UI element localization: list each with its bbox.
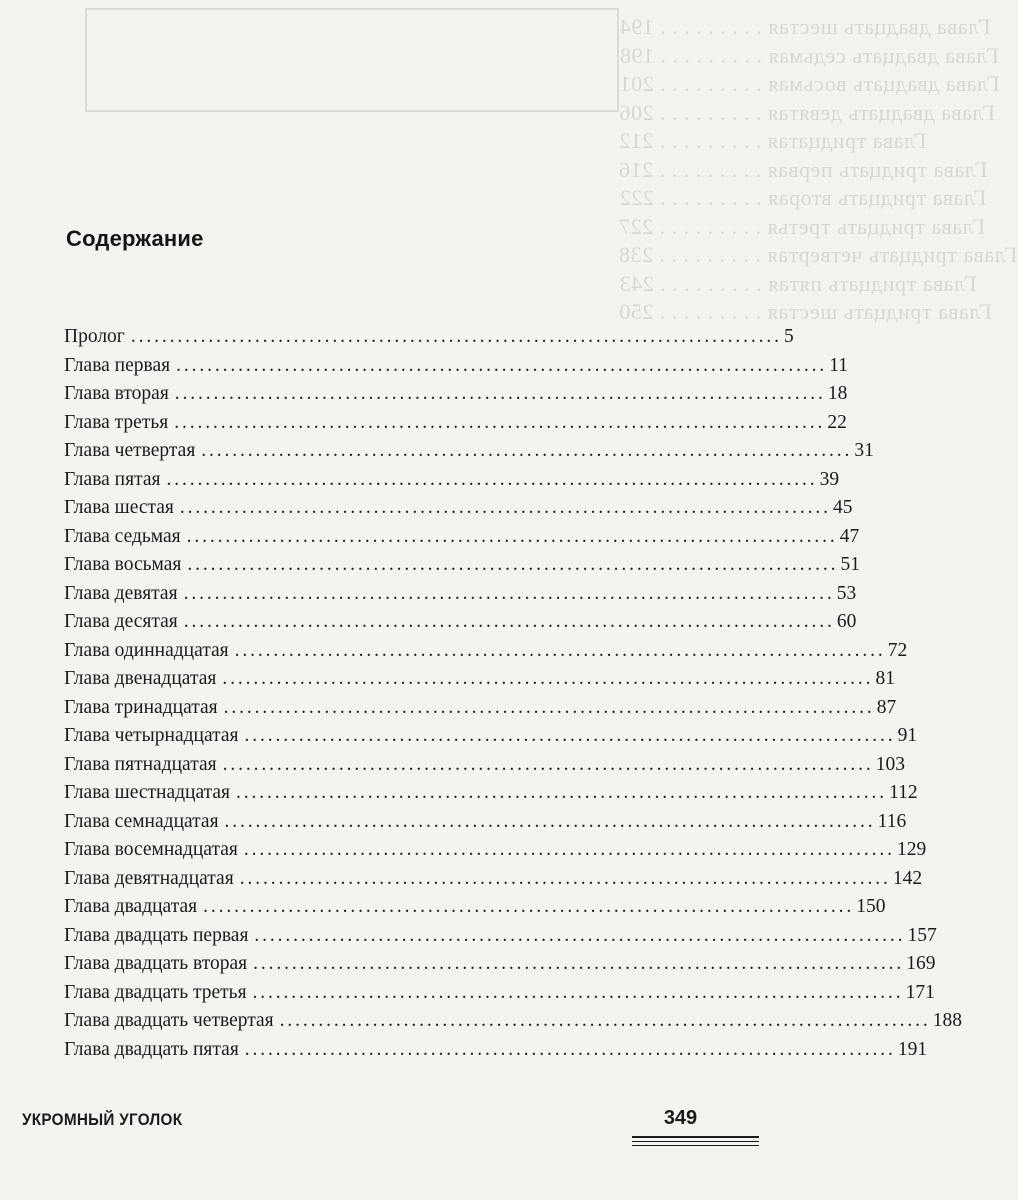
toc-entry-label: Глава двадцать первая: [64, 924, 249, 946]
show-through-label: Глава тридцатая: [767, 128, 927, 153]
show-through-label: Глава тридцать четвертая: [767, 242, 1018, 267]
toc-entry: [64, 1007, 962, 1036]
toc-list: [64, 323, 962, 1064]
toc-entry-label: Глава двадцать четвертая: [64, 1010, 274, 1031]
show-through-label: Глава тридцать пятая: [767, 270, 977, 296]
show-through-label: Глава двадцать восьмая: [767, 71, 1000, 96]
toc-entry-page: 18: [827, 383, 848, 404]
toc-entry-page: 39: [819, 468, 840, 490]
toc-entry-label: Глава двенадцатая: [64, 668, 217, 689]
dot-leader: [180, 494, 827, 523]
toc-entry-page: 11: [829, 354, 848, 376]
dot-leader: [184, 608, 831, 637]
show-through-page: 206: [619, 99, 654, 125]
show-through-line: [619, 242, 1018, 268]
toc-entry-page: 91: [897, 725, 918, 746]
toc-entry-page: 191: [897, 1038, 928, 1060]
show-through-dots: . . . . . . . . .: [653, 14, 768, 39]
show-through-dots: . . . . . . . . .: [653, 156, 768, 182]
toc-entry-label: Глава восьмая: [64, 554, 182, 575]
footer-rule: [632, 1141, 759, 1142]
show-through-label: Глава тридцать шестая: [767, 299, 992, 324]
toc-entry-label: Глава пятая: [64, 468, 161, 490]
dot-leader: [203, 893, 850, 922]
show-through-dots: . . . . . . . . .: [653, 299, 768, 324]
dot-leader: [245, 1036, 892, 1065]
show-through-label: Глава двадцать седьмая: [767, 42, 999, 68]
dot-leader: [240, 865, 887, 894]
dot-leader: [280, 1007, 927, 1036]
toc-entry-page: 112: [889, 782, 918, 803]
show-through-label: Глава тридцать третья: [767, 213, 986, 239]
toc-entry: [64, 494, 853, 523]
toc-entry: [64, 1036, 928, 1065]
show-through-page: 201: [619, 71, 654, 96]
toc-entry: [64, 836, 927, 865]
toc-entry-page: 51: [840, 554, 860, 575]
toc-entry-label: Глава седьмая: [64, 525, 181, 547]
toc-entry: [64, 608, 857, 637]
show-through-line: [619, 100, 995, 126]
toc-entry-label: Глава двадцать пятая: [64, 1038, 239, 1060]
show-through-label: Глава тридцать первая: [767, 156, 988, 182]
dot-leader: [236, 779, 883, 808]
dot-leader: [175, 380, 822, 409]
toc-entry-label: Глава шестнадцатая: [64, 782, 230, 803]
toc-heading: Содержание: [66, 226, 204, 251]
show-through-page: 250: [619, 299, 654, 324]
show-through-label: Глава тридцать вторая: [767, 185, 987, 210]
show-through-line: [619, 185, 986, 211]
show-through-line: [619, 271, 976, 297]
show-through-dots: . . . . . . . . .: [653, 242, 768, 267]
show-through-dots: . . . . . . . . .: [653, 270, 768, 296]
toc-entry: [64, 808, 907, 837]
toc-entry: [64, 551, 860, 580]
toc-entry-label: Глава двадцатая: [64, 896, 198, 917]
toc-entry-page: 116: [877, 810, 907, 832]
dot-leader: [222, 665, 869, 694]
toc-entry-page: 47: [839, 525, 860, 547]
toc-entry-label: Глава шестая: [64, 497, 174, 518]
toc-entry-label: Глава первая: [64, 354, 171, 376]
dot-leader: [187, 551, 834, 580]
show-through-dots: . . . . . . . . .: [653, 71, 768, 96]
toc-entry: [64, 694, 897, 723]
toc-entry: [64, 722, 918, 751]
dot-leader: [235, 637, 882, 666]
show-through-page: 243: [619, 270, 654, 296]
show-through-page: 222: [619, 185, 654, 210]
show-through-line: [619, 128, 927, 154]
toc-entry: [64, 352, 848, 381]
dot-leader: [254, 922, 901, 951]
toc-entry-label: Глава семнадцатая: [64, 810, 219, 832]
toc-entry-page: 53: [836, 582, 857, 604]
toc-entry-label: Глава одиннадцатая: [64, 639, 229, 661]
running-footer-title: УКРОМНЫЙ УГОЛОК: [22, 1110, 183, 1129]
dot-leader: [224, 694, 871, 723]
toc-entry-page: 169: [906, 953, 936, 974]
dot-leader: [253, 950, 900, 979]
toc-entry-page: 188: [932, 1010, 962, 1031]
toc-entry-page: 22: [827, 411, 847, 433]
toc-entry: [64, 409, 847, 438]
toc-entry-page: 103: [875, 753, 905, 775]
toc-entry-label: Глава четвертая: [64, 440, 196, 461]
dot-leader: [253, 979, 900, 1008]
toc-entry-page: 157: [907, 924, 937, 946]
toc-entry-label: Пролог: [64, 326, 125, 347]
show-through-page: 212: [619, 128, 654, 153]
toc-entry: [64, 893, 886, 922]
page-number: 349: [663, 1107, 698, 1129]
toc-entry: [64, 865, 923, 894]
toc-entry: [64, 922, 937, 951]
toc-entry-label: Глава вторая: [64, 383, 169, 404]
dot-leader: [166, 466, 813, 495]
toc-entry: [64, 323, 794, 352]
dot-leader: [244, 836, 891, 865]
show-through-page: 194: [619, 14, 654, 39]
toc-entry-label: Глава десятая: [64, 611, 178, 632]
dot-leader: [176, 352, 823, 381]
show-through-dots: . . . . . . . . .: [653, 213, 768, 239]
toc-entry: [64, 380, 848, 409]
toc-entry-page: 45: [833, 497, 853, 518]
toc-entry-label: Глава четырнадцатая: [64, 725, 239, 746]
show-through-page: 198: [619, 42, 654, 68]
toc-entry-label: Глава тринадцатая: [64, 696, 218, 718]
toc-entry-page: 72: [887, 639, 908, 661]
toc-entry-page: 171: [905, 981, 935, 1003]
dot-leader: [223, 751, 870, 780]
toc-entry: [64, 979, 935, 1008]
toc-entry: [64, 580, 857, 609]
show-through-line: [619, 214, 986, 240]
show-through-label: Глава двадцать девятая: [767, 99, 995, 125]
toc-entry-page: 129: [896, 839, 927, 860]
toc-entry-page: 5: [783, 326, 794, 347]
show-through-box: [85, 8, 619, 112]
dot-leader: [174, 409, 821, 438]
toc-entry-label: Глава девятая: [64, 582, 178, 604]
toc-entry-page: 87: [876, 696, 897, 718]
toc-entry: [64, 779, 918, 808]
toc-entry: [64, 523, 860, 552]
show-through-line: [619, 14, 990, 40]
toc-entry: [64, 637, 908, 666]
toc-entry-page: 142: [892, 867, 923, 889]
toc-entry-page: 31: [854, 440, 874, 461]
show-through-dots: . . . . . . . . .: [653, 128, 768, 153]
show-through-page: 227: [619, 213, 654, 239]
dot-leader: [245, 722, 892, 751]
toc-entry-label: Глава пятнадцатая: [64, 753, 217, 775]
show-through-page: 216: [619, 156, 654, 182]
toc-entry-label: Глава третья: [64, 411, 169, 433]
show-through-line: [619, 299, 992, 325]
show-through-page: 238: [619, 242, 654, 267]
dot-leader: [187, 523, 834, 552]
show-through-dots: . . . . . . . . .: [653, 185, 768, 210]
toc-entry-page: 150: [856, 896, 886, 917]
dot-leader: [225, 808, 872, 837]
footer-rule: [632, 1145, 759, 1146]
footer-rule: [632, 1136, 759, 1138]
dot-leader: [131, 323, 778, 352]
toc-entry: [64, 437, 874, 466]
toc-entry: [64, 751, 905, 780]
toc-entry: [64, 950, 936, 979]
toc-entry-page: 60: [836, 611, 857, 632]
toc-entry-label: Глава восемнадцатая: [64, 839, 238, 860]
toc-entry-page: 81: [875, 668, 895, 689]
toc-entry-label: Глава двадцать вторая: [64, 953, 248, 974]
toc-entry-label: Глава девятнадцатая: [64, 867, 234, 889]
dot-leader: [184, 580, 831, 609]
show-through-line: [619, 157, 988, 183]
toc-entry-label: Глава двадцать третья: [64, 981, 247, 1003]
toc-entry: [64, 466, 840, 495]
show-through-label: Глава двадцать шестая: [767, 14, 991, 39]
show-through-dots: . . . . . . . . .: [653, 99, 768, 125]
show-through-dots: . . . . . . . . .: [653, 42, 768, 68]
show-through-line: [619, 43, 998, 69]
show-through-line: [619, 71, 999, 97]
toc-entry: [64, 665, 895, 694]
dot-leader: [201, 437, 848, 466]
